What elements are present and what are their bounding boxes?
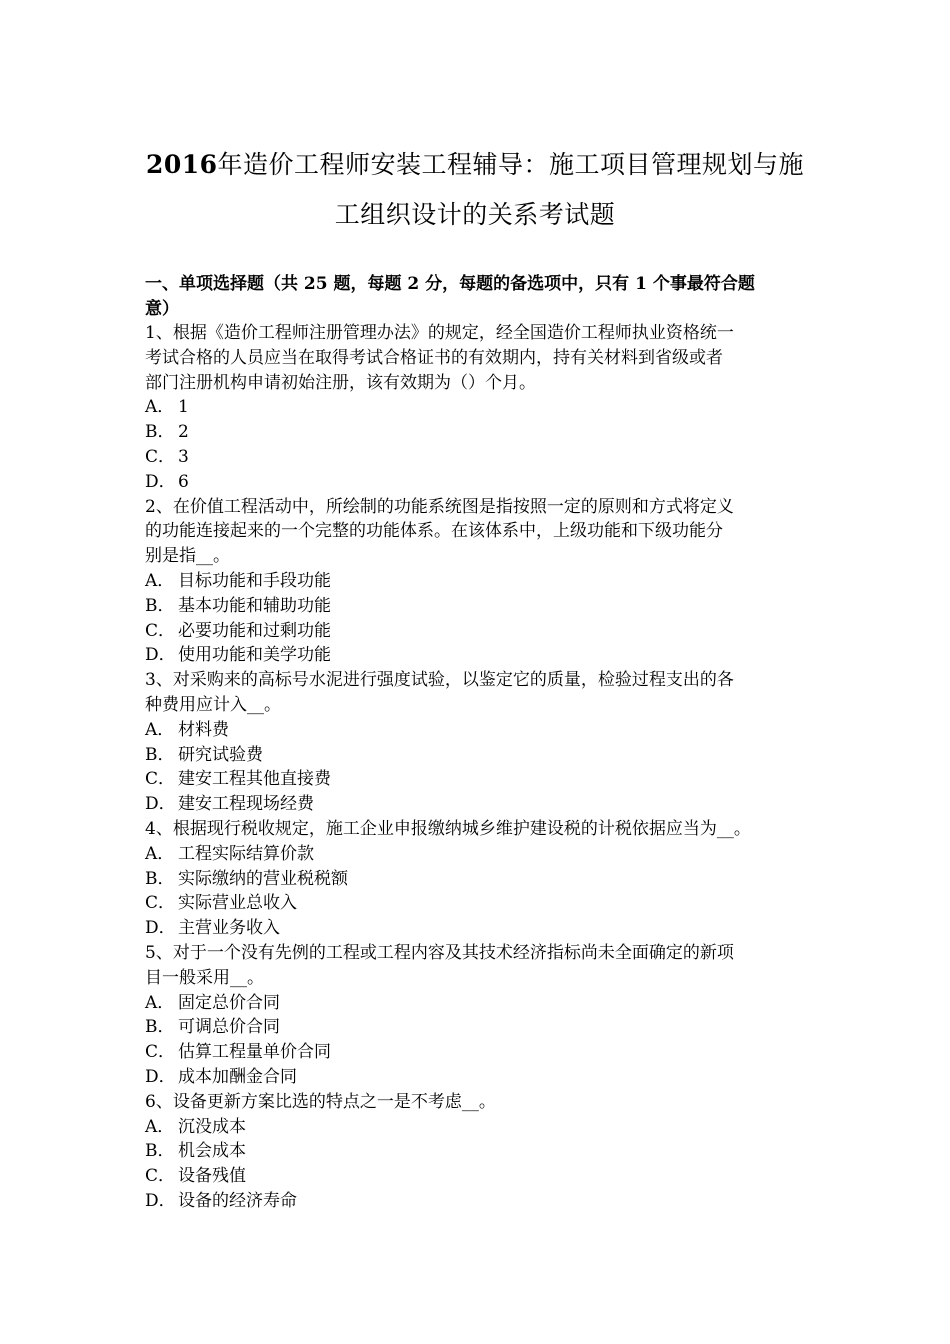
answer-option — [145, 445, 825, 470]
option-text: 设备残值 — [178, 1166, 246, 1187]
question-stem-line: 考试合格的人员应当在取得考试合格证书的有效期内，持有关材料到省级或者 — [145, 347, 723, 368]
answer-option — [145, 1015, 825, 1040]
option-text: 6 — [178, 471, 189, 492]
answer-option — [145, 867, 825, 892]
option-text: 基本功能和辅助功能 — [178, 595, 331, 616]
question-stem-line: 5、对于一个没有先例的工程或工程内容及其技术经济指标尚未全面确定的新项 — [145, 942, 734, 963]
question-list — [145, 321, 825, 1214]
option-label: C． — [145, 1166, 176, 1187]
answer-option — [145, 767, 825, 792]
answer-option — [145, 594, 825, 619]
question-item — [145, 1090, 825, 1214]
answer-option — [145, 619, 825, 644]
option-label: A． — [145, 843, 175, 864]
answer-option — [145, 1139, 825, 1164]
answer-option — [145, 569, 825, 594]
option-label: B． — [145, 422, 175, 443]
question-stem-line: 部门注册机构申请初始注册，该有效期为（）个月。 — [145, 372, 536, 393]
option-label: D． — [145, 1190, 176, 1211]
answer-option — [145, 1164, 825, 1189]
question-item — [145, 941, 825, 1090]
option-text: 3 — [178, 446, 189, 467]
option-text: 目标功能和手段功能 — [178, 570, 331, 591]
option-label: A． — [145, 992, 175, 1013]
option-label: C． — [145, 446, 176, 467]
option-label: B． — [145, 744, 175, 765]
option-label: D． — [145, 1066, 176, 1087]
option-label: A． — [145, 397, 175, 418]
option-label: A． — [145, 719, 175, 740]
title-line-1-text: 年造价工程师安装工程辅导：施工项目管理规划与施 — [217, 150, 805, 179]
option-text: 材料费 — [178, 719, 229, 740]
answer-option — [145, 991, 825, 1016]
option-text: 固定总价合同 — [178, 992, 280, 1013]
option-label: B． — [145, 1141, 175, 1162]
option-label: B． — [145, 868, 175, 889]
answer-option — [145, 891, 825, 916]
question-stem-line: 3、对采购来的高标号水泥进行强度试验，以鉴定它的质量，检验过程支出的各 — [145, 670, 734, 691]
section-heading — [145, 272, 815, 322]
option-text: 建安工程其他直接费 — [178, 769, 331, 790]
question-item — [145, 817, 825, 941]
question-stem-line: 4、根据现行税收规定，施工企业申报缴纳城乡维护建设税的计税依据应当为__。 — [145, 818, 751, 839]
option-label: B． — [145, 1017, 175, 1038]
option-text: 研究试验费 — [178, 744, 263, 765]
option-text: 工程实际结算价款 — [178, 843, 314, 864]
option-text: 建安工程现场经费 — [178, 794, 314, 815]
question-item — [145, 495, 825, 669]
option-text: 设备的经济寿命 — [178, 1190, 297, 1211]
option-text: 实际缴纳的营业税税额 — [178, 868, 348, 889]
section-heading-line-2: 意） — [145, 298, 179, 319]
section-heading-line-1: 一、单项选择题（共 25 题，每题 2 分，每题的备选项中，只有 1 个事最符合题 — [145, 274, 755, 294]
option-label: A． — [145, 1116, 175, 1137]
question-stem-line: 别是指__。 — [145, 546, 230, 567]
answer-option — [145, 743, 825, 768]
option-text: 2 — [178, 422, 189, 443]
title-year: 2016 — [145, 150, 218, 179]
question-stem-line: 2、在价值工程活动中，所绘制的功能系统图是指按照一定的原则和方式将定义 — [145, 496, 734, 517]
option-text: 实际营业总收入 — [178, 893, 297, 914]
option-text: 可调总价合同 — [178, 1017, 280, 1038]
option-text: 成本加酬金合同 — [178, 1066, 297, 1087]
option-text: 沉没成本 — [178, 1116, 246, 1137]
answer-option — [145, 395, 825, 420]
option-label: D． — [145, 918, 176, 939]
answer-option — [145, 643, 825, 668]
option-label: D． — [145, 645, 176, 666]
option-label: B． — [145, 595, 175, 616]
option-label: C． — [145, 893, 176, 914]
answer-option — [145, 916, 825, 941]
question-item — [145, 321, 825, 495]
answer-option — [145, 718, 825, 743]
question-stem-line: 目一般采用__。 — [145, 967, 264, 988]
title-line-2: 工组织设计的关系考试题 — [334, 200, 616, 229]
option-text: 估算工程量单价合同 — [178, 1042, 331, 1063]
option-text: 机会成本 — [178, 1141, 246, 1162]
option-label: C． — [145, 769, 176, 790]
answer-option — [145, 792, 825, 817]
answer-option — [145, 1040, 825, 1065]
page-title — [100, 140, 850, 240]
question-stem-line: 的功能连接起来的一个完整的功能体系。在该体系中，上级功能和下级功能分 — [145, 521, 723, 542]
answer-option — [145, 1065, 825, 1090]
option-label: D． — [145, 794, 176, 815]
option-text: 必要功能和过剩功能 — [178, 620, 331, 641]
option-text: 主营业务收入 — [178, 918, 280, 939]
option-label: C． — [145, 620, 176, 641]
question-stem-line: 1、根据《造价工程师注册管理办法》的规定，经全国造价工程师执业资格统一 — [145, 323, 734, 343]
answer-option — [145, 470, 825, 495]
option-text: 1 — [178, 397, 189, 418]
question-stem-line: 种费用应计入__。 — [145, 694, 281, 715]
answer-option — [145, 842, 825, 867]
question-item — [145, 668, 825, 817]
option-label: C． — [145, 1042, 176, 1063]
answer-option — [145, 1189, 825, 1214]
answer-option — [145, 1115, 825, 1140]
title-line-1 — [100, 140, 850, 190]
option-label: D． — [145, 471, 176, 492]
option-label: A． — [145, 570, 175, 591]
option-text: 使用功能和美学功能 — [178, 645, 331, 666]
answer-option — [145, 420, 825, 445]
question-stem-line: 6、设备更新方案比选的特点之一是不考虑__。 — [145, 1091, 496, 1112]
